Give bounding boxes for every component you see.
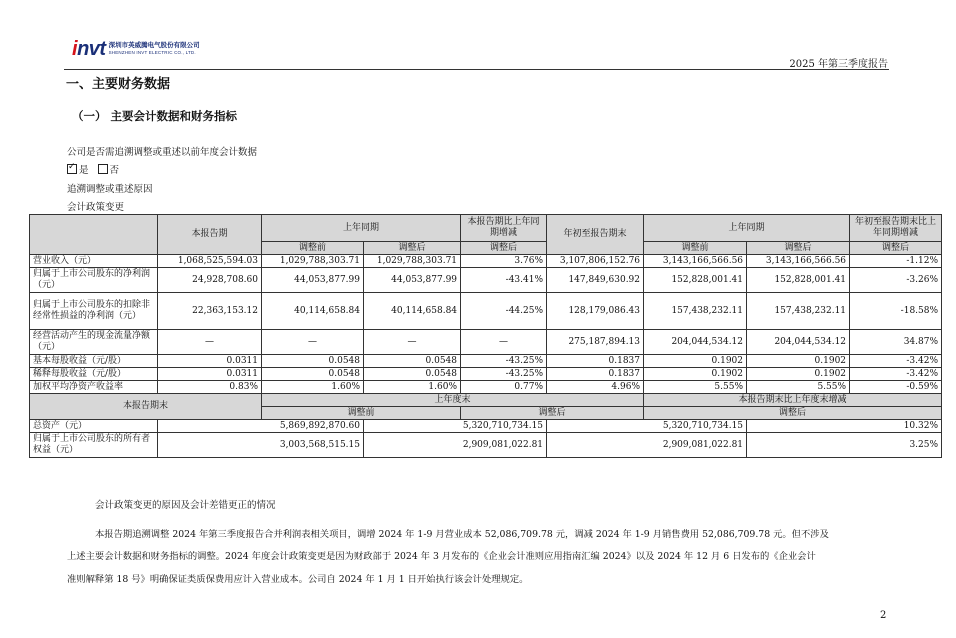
ytd-value: 128,179,086.43 bbox=[547, 293, 644, 330]
prior-after-value: 44,053,877.99 bbox=[364, 268, 461, 293]
ytd-value: 0.1837 bbox=[547, 368, 644, 381]
prior-after-value: — bbox=[364, 330, 461, 355]
period-end-value: 5,869,892,870.60 bbox=[158, 420, 364, 433]
notes-line-3: 准则解释第 18 号》明确保证类质保费用应计入营业成本。公司自 2024 年 1 月 1 日开始执行该会计处理规定。 bbox=[67, 574, 529, 585]
current-value: 1,068,525,594.03 bbox=[158, 255, 262, 268]
period-change-value: 3.25% bbox=[747, 433, 942, 458]
prior-before-value: 0.0548 bbox=[262, 355, 364, 368]
ytd-prior-after-value: 0.1902 bbox=[747, 355, 850, 368]
row-label: 经营活动产生的现金流量净额（元） bbox=[30, 330, 158, 355]
company-name-cn: 深圳市英威腾电气股份有限公司 bbox=[108, 41, 200, 49]
col-ytd-change: 年初至报告期末比上年同期增减 bbox=[850, 215, 942, 242]
yoy-change-value: -43.25% bbox=[461, 355, 547, 368]
current-value: 0.0311 bbox=[158, 355, 262, 368]
subcol-after: 调整后 bbox=[364, 242, 461, 255]
table-row bbox=[30, 381, 942, 394]
prior-before-value: — bbox=[262, 330, 364, 355]
yoy-change-value: -43.25% bbox=[461, 368, 547, 381]
ytd-value: 4.96% bbox=[547, 381, 644, 394]
ytd-prior-after-value: 3,143,166,566.56 bbox=[747, 255, 850, 268]
ytd-prior-after-value: 204,044,534.12 bbox=[747, 330, 850, 355]
period-change-value: 10.32% bbox=[747, 420, 942, 433]
ytd-change-value: -3.42% bbox=[850, 355, 942, 368]
ytd-prior-before-value: 5.55% bbox=[644, 381, 747, 394]
ytd-value: 3,107,806,152.76 bbox=[547, 255, 644, 268]
ytd-prior-after-value: 0.1902 bbox=[747, 368, 850, 381]
prior-before-value: 5,320,710,734.15 bbox=[364, 420, 547, 433]
col-ytd-prior: 上年同期 bbox=[644, 215, 850, 242]
header-divider bbox=[64, 69, 889, 70]
table-row bbox=[30, 433, 942, 458]
col-ytd: 年初至报告期末 bbox=[547, 215, 644, 255]
prior-before-value: 40,114,658.84 bbox=[262, 293, 364, 330]
prior-before-value: 0.0548 bbox=[262, 368, 364, 381]
ytd-change-value: -0.59% bbox=[850, 381, 942, 394]
row-label: 基本每股收益（元/股） bbox=[30, 355, 158, 368]
row-label: 稀释每股收益（元/股） bbox=[30, 368, 158, 381]
table-row bbox=[30, 330, 942, 355]
subcol-after: 调整后 bbox=[747, 242, 850, 255]
prior-after-value: 0.0548 bbox=[364, 355, 461, 368]
row-label: 总资产（元） bbox=[30, 420, 158, 433]
table-row bbox=[30, 255, 942, 268]
subsection-title: （一） 主要会计数据和财务指标 bbox=[72, 109, 238, 123]
table-row bbox=[30, 420, 942, 433]
financial-data-table bbox=[29, 214, 942, 458]
prior-after-value: 5,320,710,734.15 bbox=[547, 420, 747, 433]
col-period-change: 本报告期末比上年度末增减 bbox=[644, 394, 942, 407]
ytd-value: 0.1837 bbox=[547, 355, 644, 368]
table-row bbox=[30, 355, 942, 368]
logo-mark: invt bbox=[72, 38, 106, 60]
section-title: 一、主要财务数据 bbox=[66, 77, 171, 92]
notes-line-2: 上述主要会计数据和财务指标的调整。2024 年度会计政策变更是因为财政部于 2024 年 3 月发布的《企业会计准则应用指南汇编 2024》以及 2024 年 12 月 6 日发布的《企业会计 bbox=[67, 551, 816, 562]
ytd-change-value: -18.58% bbox=[850, 293, 942, 330]
yes-label: 是 bbox=[79, 165, 89, 176]
ytd-prior-before-value: 157,438,232.11 bbox=[644, 293, 747, 330]
prior-after-value: 2,909,081,022.81 bbox=[547, 433, 747, 458]
yoy-change-value: -43.41% bbox=[461, 268, 547, 293]
prior-before-value: 1.60% bbox=[262, 381, 364, 394]
company-name-en: SHENZHEN INVT ELECTRIC CO., LTD. bbox=[108, 50, 196, 55]
prior-after-value: 1,029,788,303.71 bbox=[364, 255, 461, 268]
ytd-prior-after-value: 152,828,001.41 bbox=[747, 268, 850, 293]
no-checkbox[interactable] bbox=[98, 164, 108, 174]
company-logo bbox=[72, 39, 200, 59]
col-prior-year-end: 上年度末 bbox=[262, 394, 644, 407]
row-label: 归属于上市公司股东的净利润（元） bbox=[30, 268, 158, 293]
col-yoy-change: 本报告期比上年同期增减 bbox=[461, 215, 547, 242]
ytd-change-value: -1.12% bbox=[850, 255, 942, 268]
notes-heading: 会计政策变更的原因及会计差错更正的情况 bbox=[95, 500, 276, 511]
table-row bbox=[30, 293, 942, 330]
row-label: 加权平均净资产收益率 bbox=[30, 381, 158, 394]
current-value: 0.0311 bbox=[158, 368, 262, 381]
ytd-value: 275,187,894.13 bbox=[547, 330, 644, 355]
row-label: 营业收入（元） bbox=[30, 255, 158, 268]
prior-before-value: 2,909,081,022.81 bbox=[364, 433, 547, 458]
prior-after-value: 40,114,658.84 bbox=[364, 293, 461, 330]
subcol-before: 调整前 bbox=[262, 242, 364, 255]
row-label: 归属于上市公司股东的扣除非经常性损益的净利润（元） bbox=[30, 293, 158, 330]
prior-after-value: 1.60% bbox=[364, 381, 461, 394]
yoy-change-value: -44.25% bbox=[461, 293, 547, 330]
subcol-before: 调整前 bbox=[644, 242, 747, 255]
header-blank bbox=[30, 215, 158, 255]
ytd-change-value: 34.87% bbox=[850, 330, 942, 355]
yes-checkbox[interactable] bbox=[67, 164, 77, 174]
ytd-change-value: -3.26% bbox=[850, 268, 942, 293]
subcol-before: 调整前 bbox=[262, 407, 461, 420]
subcol-after: 调整后 bbox=[461, 407, 644, 420]
current-value: 0.83% bbox=[158, 381, 262, 394]
col-current-period: 本报告期 bbox=[158, 215, 262, 255]
restatement-options bbox=[67, 162, 119, 176]
ytd-change-value: -3.42% bbox=[850, 368, 942, 381]
yoy-change-value: — bbox=[461, 330, 547, 355]
restatement-reason-label: 追溯调整或重述原因 bbox=[67, 184, 153, 195]
prior-after-value: 0.0548 bbox=[364, 368, 461, 381]
prior-before-value: 1,029,788,303.71 bbox=[262, 255, 364, 268]
table-row bbox=[30, 268, 942, 293]
ytd-prior-before-value: 204,044,534.12 bbox=[644, 330, 747, 355]
notes-line-1: 本报告期追溯调整 2024 年第三季度报告合并利润表相关项目，调增 2024 年 1-9 月营业成本 52,086,709.78 元，调减 2024 年 1-9 月销售费用 52,086,709.78 元。但不涉及 bbox=[95, 529, 829, 540]
subcol-after: 调整后 bbox=[461, 242, 547, 255]
period-end-value: 3,003,568,515.15 bbox=[158, 433, 364, 458]
col-period-end: 本报告期末 bbox=[30, 394, 262, 420]
ytd-prior-after-value: 157,438,232.11 bbox=[747, 293, 850, 330]
current-value: 24,928,708.60 bbox=[158, 268, 262, 293]
ytd-prior-before-value: 0.1902 bbox=[644, 355, 747, 368]
subcol-after: 调整后 bbox=[850, 242, 942, 255]
table-row bbox=[30, 368, 942, 381]
prior-before-value: 44,053,877.99 bbox=[262, 268, 364, 293]
restatement-question: 公司是否需追溯调整或重述以前年度会计数据 bbox=[67, 147, 258, 158]
ytd-prior-before-value: 3,143,166,566.56 bbox=[644, 255, 747, 268]
row-label: 归属于上市公司股东的所有者权益（元） bbox=[30, 433, 158, 458]
ytd-prior-before-value: 152,828,001.41 bbox=[644, 268, 747, 293]
yoy-change-value: 0.77% bbox=[461, 381, 547, 394]
current-value: 22,363,153.12 bbox=[158, 293, 262, 330]
current-value: — bbox=[158, 330, 262, 355]
yoy-change-value: 3.76% bbox=[461, 255, 547, 268]
ytd-value: 147,849,630.92 bbox=[547, 268, 644, 293]
no-label: 否 bbox=[109, 165, 120, 176]
ytd-prior-after-value: 5.55% bbox=[747, 381, 850, 394]
report-title: 2025 年第三季度报告 bbox=[789, 59, 888, 70]
page-number: 2 bbox=[880, 610, 887, 621]
col-prior-period: 上年同期 bbox=[262, 215, 461, 242]
restatement-reason-value: 会计政策变更 bbox=[67, 202, 125, 213]
subcol-after: 调整后 bbox=[644, 407, 942, 420]
ytd-prior-before-value: 0.1902 bbox=[644, 368, 747, 381]
